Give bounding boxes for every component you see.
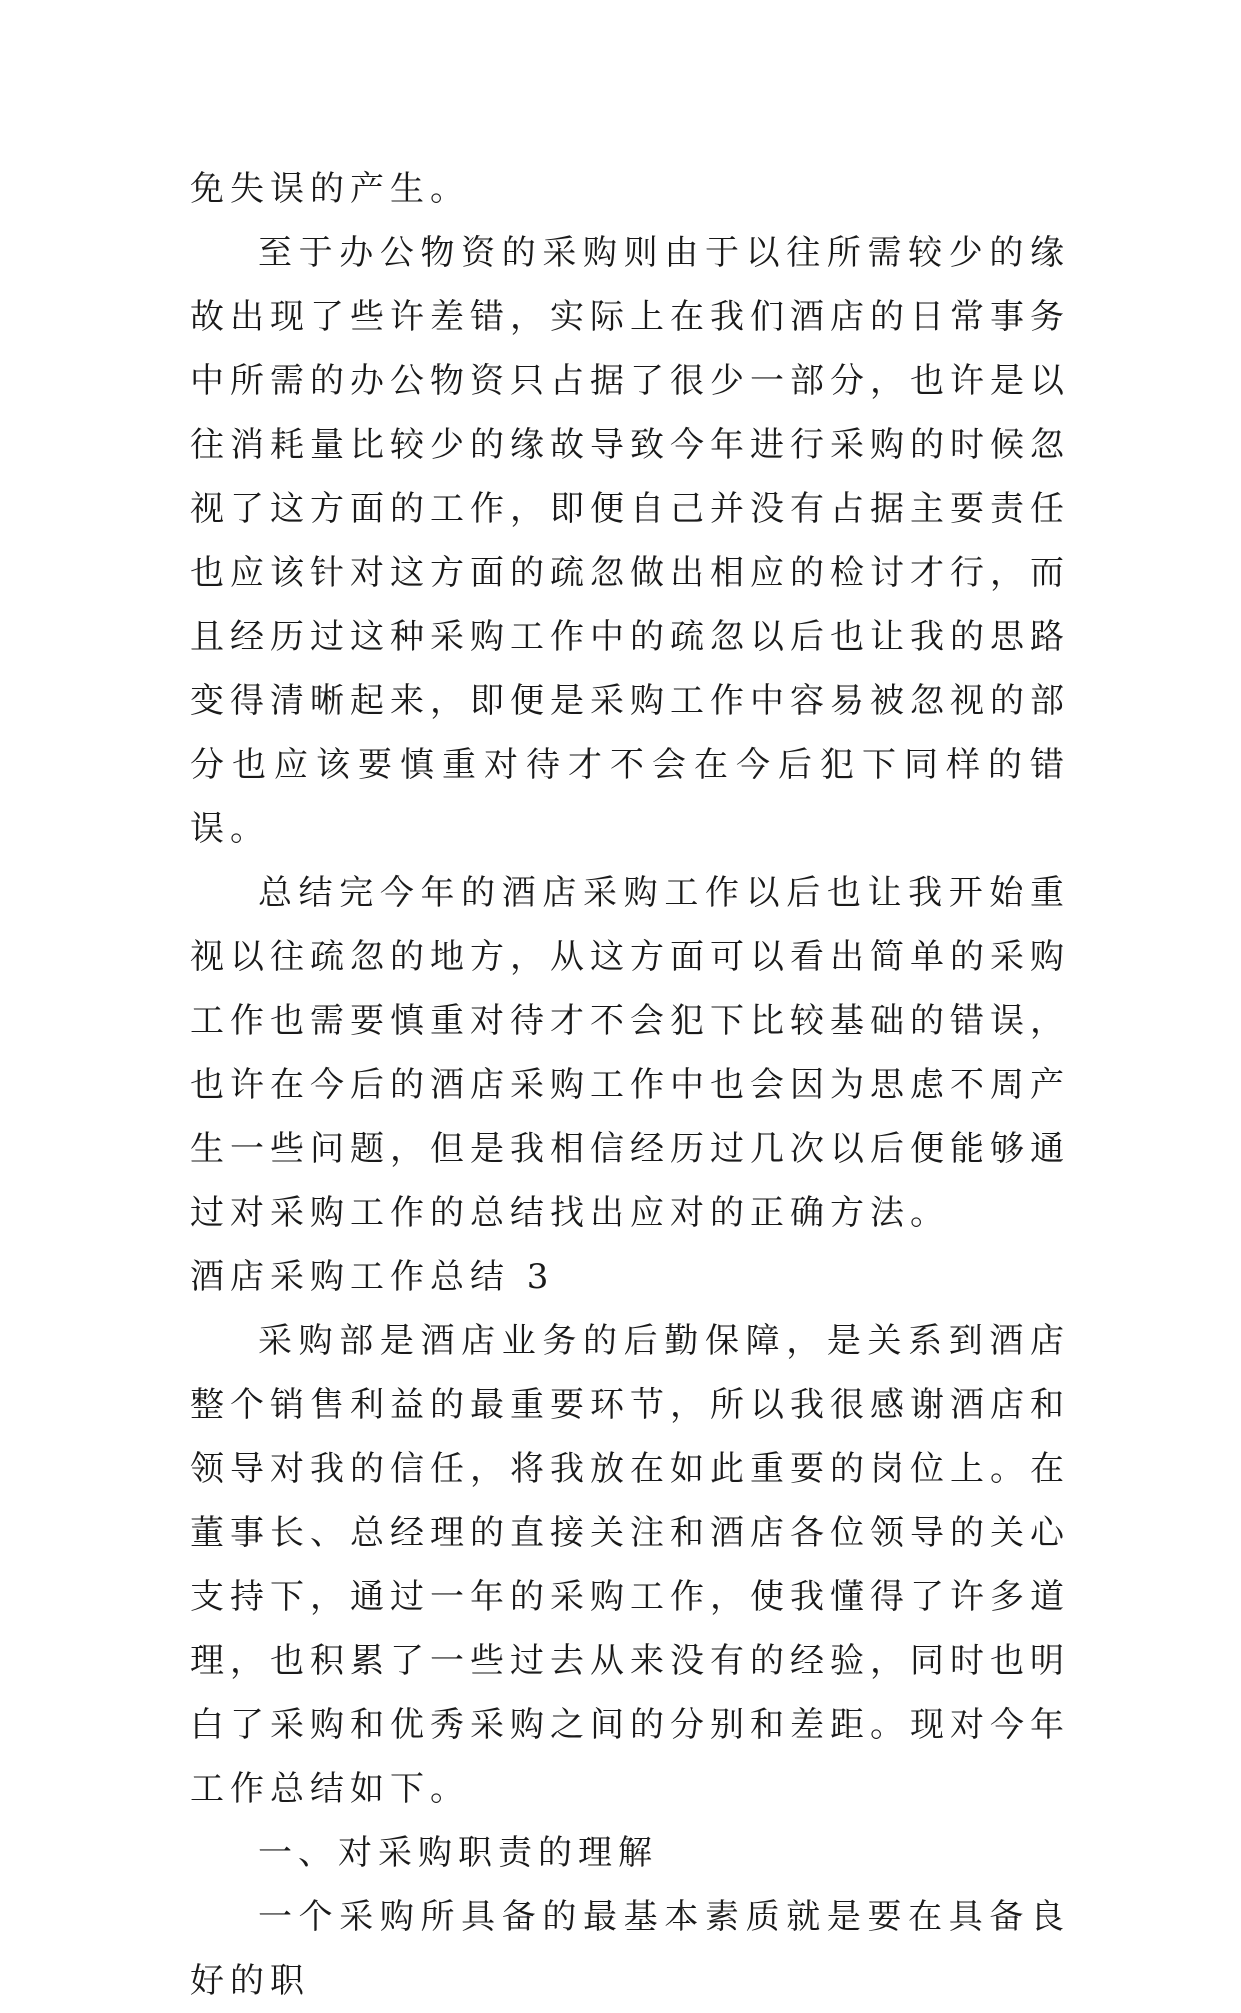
paragraph-purchasing-department: 采购部是酒店业务的后勤保障，是关系到酒店整个销售利益的最重要环节，所以我很感谢酒店和领导对我的信任，将我放在如此重要的岗位上。在董事长、总经理的直接关注和酒店各位领导的关心支持下，通过一年的采购工作，使我懂得了许多道理，也积累了一些过去从来没有的经验，同时也明白了采购和优秀采购之间的分别和差距。现对今年工作总结如下。 — [190, 1321, 1070, 1809]
paragraph-office-supplies: 至于办公物资的采购则由于以往所需较少的缘故出现了些许差错，实际上在我们酒店的日常事务中所需的办公物资只占据了很少一部分，也许是以往消耗量比较少的缘故导致今年进行采购的时候忽视了这方面的工作，即便自己并没有占据主要责任也应该针对这方面的疏忽做出相应的检讨才行，而且经历过这种采购工作中的疏忽以后也让我的思路变得清晰起来，即便是采购工作中容易被忽视的部分也应该要慎重对待才不会在今后犯下同样的错误。 — [190, 233, 1070, 849]
paragraph-continuation: 免失误的产生。 — [190, 169, 470, 209]
document-body — [190, 157, 1070, 2013]
paragraph-basic-qualities: 一个采购所具备的最基本素质就是要在具备良好的职 — [190, 1897, 1070, 2001]
section-heading: 酒店采购工作总结 3 — [190, 1257, 555, 1297]
subsection-heading: 一、对采购职责的理解 — [258, 1833, 658, 1873]
paragraph-summary-reflection: 总结完今年的酒店采购工作以后也让我开始重视以往疏忽的地方，从这方面可以看出简单的采购工作也需要慎重对待才不会犯下比较基础的错误，也许在今后的酒店采购工作中也会因为思虑不周产生一些问题，但是我相信经历过几次以后便能够通过对采购工作的总结找出应对的正确方法。 — [190, 873, 1070, 1233]
